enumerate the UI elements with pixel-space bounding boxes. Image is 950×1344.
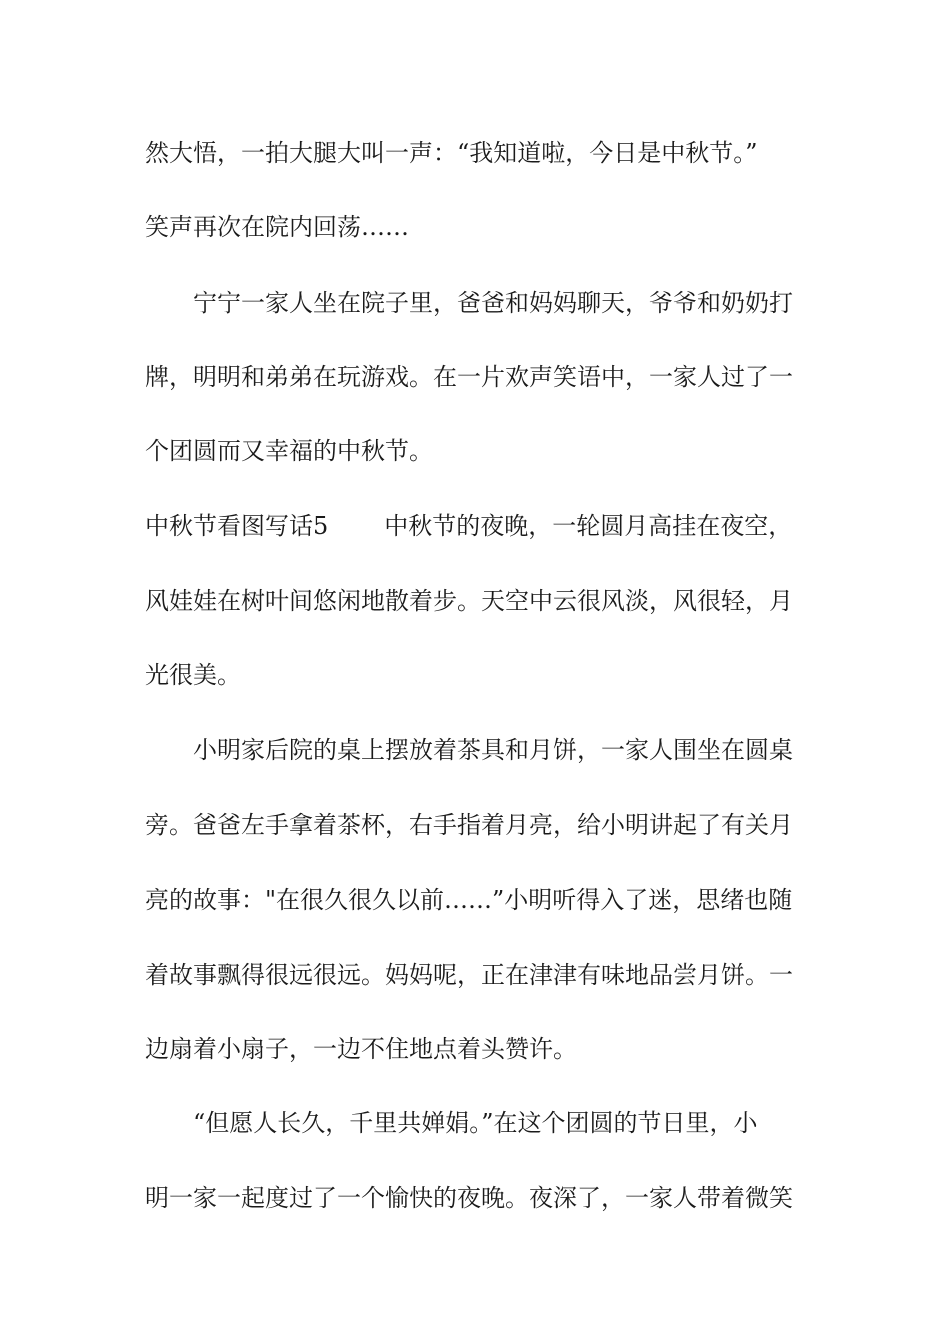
text-line: 边扇着小扇子，一边不住地点着头赞许。 bbox=[145, 1035, 577, 1063]
text-line: 风娃娃在树叶间悠闲地散着步。天空中云很风淡，风很轻，月 bbox=[145, 587, 793, 615]
paragraph-start-line: “但愿人长久，千里共婵娟。”在这个团圆的节日里，小 bbox=[193, 1109, 758, 1137]
text-line: 明一家一起度过了一个愉快的夜晚。夜深了，一家人带着微笑 bbox=[145, 1184, 793, 1212]
text-line: 个团圆而又幸福的中秋节。 bbox=[145, 437, 433, 465]
text-line: 光很美。 bbox=[145, 661, 241, 689]
text-line: 中秋节的夜晚，一轮圆月高挂在夜空， bbox=[384, 512, 793, 540]
text-line: 牌，明明和弟弟在玩游戏。在一片欢声笑语中，一家人过了一 bbox=[145, 363, 793, 391]
paragraph-start-line: 小明家后院的桌上摆放着茶具和月饼，一家人围坐在圆桌 bbox=[193, 736, 793, 764]
text-line: 着故事飘得很远很远。妈妈呢，正在津津有味地品尝月饼。一 bbox=[145, 961, 793, 989]
paragraph-start-line: 宁宁一家人坐在院子里，爸爸和妈妈聊天，爷爷和奶奶打 bbox=[193, 289, 793, 317]
text-line: 亮的故事："在很久很久以前……”小明听得入了迷，思绪也随 bbox=[145, 886, 793, 914]
text-line: 然大悟，一拍大腿大叫一声：“我知道啦，今日是中秋节。” bbox=[145, 139, 758, 167]
text-line: 旁。爸爸左手拿着茶杯，右手指着月亮，给小明讲起了有关月 bbox=[145, 811, 793, 839]
text-line: 笑声再次在院内回荡…… bbox=[145, 213, 409, 241]
section-heading-line bbox=[145, 511, 792, 541]
section-heading: 中秋节看图写话5 bbox=[145, 512, 329, 540]
